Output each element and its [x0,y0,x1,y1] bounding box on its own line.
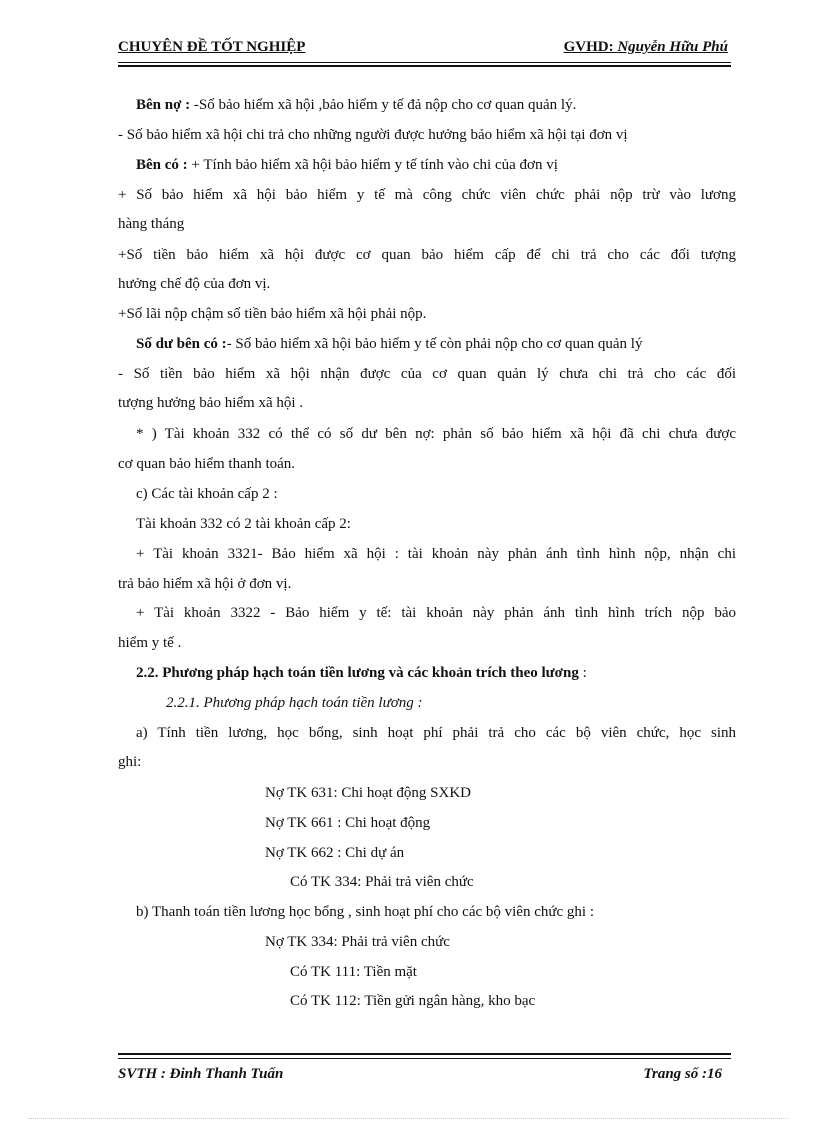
line-17: trả bảo hiểm xã hội ở đơn vị. [118,576,292,592]
footer-rule-bottom [118,1058,731,1059]
entry-debit-334: Nợ TK 334: Phải trả viên chức [265,934,450,950]
entry-debit-661: Nợ TK 661 : Chi hoạt động [265,815,431,831]
line-13: cơ quan bảo hiểm thanh toán. [118,456,296,472]
line-10: - Số tiền bảo hiểm xã hội nhận được của cơ quan quản lý chưa chi trả cho các đối [118,366,736,382]
page-edge-divider [28,1118,788,1119]
entry-credit-112: Có TK 112: Tiền gửi ngân hàng, kho bạc [290,993,536,1009]
line-28: b) Thanh toán tiền lương học bổng , sinh hoạt phí cho các bộ viên chức ghi : [136,904,594,920]
debit-label: Bên nợ : [136,97,191,113]
credit-label: Bên có : [136,157,188,173]
page-footer [118,1066,730,1086]
line-3 [136,155,558,175]
footer-student: SVTH : Đinh Thanh Tuấn [118,1066,284,1082]
section-heading-colon: : [578,665,587,681]
line-16: + Tài khoản 3321- Bảo hiểm xã hội : tài khoản này phản ánh tình hình nộp, nhận chi [136,546,736,562]
line-22: a) Tính tiền lương, học bổng, sinh hoạt phí phải trả cho các bộ viên chức, học sinh [136,725,736,741]
header-advisor-label: GVHD: [563,39,614,55]
entry-debit-631: Nợ TK 631: Chi hoạt động SXKD [265,785,471,801]
line-4: + Số bảo hiểm xã hội bảo hiểm y tế mà công chức viên chức phải nộp trừ vào lương [118,187,736,203]
debit-text: -Số bảo hiểm xã hội ,bảo hiểm y tế đả nộp cho cơ quan quản lý. [190,97,577,113]
footer-page-number: Trang số :16 [643,1066,722,1082]
line-9 [136,334,642,354]
line-15: Tài khoản 332 có 2 tài khoản cấp 2: [136,516,351,532]
header-rule-top [118,62,731,63]
header-advisor-name: Nguyễn Hữu Phú [617,39,728,55]
line-6: +Số tiền bảo hiểm xã hội được cơ quan bảo hiểm cấp để chi trả cho các đối tượng [118,247,736,263]
entry-credit-334: Có TK 334: Phải trả viên chức [290,874,474,890]
entry-credit-111: Có TK 111: Tiền mặt [290,964,417,980]
header-title: CHUYÊN ĐỀ TỐT NGHIỆP [118,39,306,55]
line-2: - Số bảo hiểm xã hội chi trả cho những người được hưởng bảo hiểm xã hội tại đơn vị [118,127,628,143]
subsection-heading-2-2-1: 2.2.1. Phương pháp hạch toán tiền lương : [166,695,423,711]
entry-debit-662: Nợ TK 662 : Chi dự án [265,845,405,861]
line-14: c) Các tài khoản cấp 2 : [136,486,278,502]
balance-label: Số dư bên có : [136,336,227,352]
line-11: tượng hưởng bảo hiểm xã hội . [118,395,304,411]
header-advisor [564,39,728,56]
line-7: hưởng chế độ của đơn vị. [118,276,271,292]
line-1 [136,95,576,115]
line-18: + Tài khoản 3322 - Bảo hiểm y tế: tài khoản này phản ánh tình hình trích nộp bảo [136,605,736,621]
section-heading-2-2 [136,663,587,683]
credit-text: + Tính bảo hiểm xã hội bảo hiểm y tế tính vào chi của đơn vị [187,157,558,173]
header-rule-bottom [118,65,731,67]
page-header [118,39,730,59]
line-8: +Số lãi nộp chậm số tiền bảo hiểm xã hội phải nộp. [118,306,427,322]
section-heading-text: 2.2. Phương pháp hạch toán tiền lương và các khoản trích theo lương [136,665,579,681]
balance-text: - Số bảo hiểm xã hội bảo hiểm y tế còn phải nộp cho cơ quan quản lý [226,336,643,352]
line-23: ghi: [118,754,142,770]
line-12: * ) Tài khoản 332 có thể có số dư bên nợ: phản số bảo hiểm xã hội đã chi chưa được [136,426,736,442]
line-5: hàng tháng [118,216,185,232]
footer-rule-top [118,1053,731,1055]
line-19: hiểm y tế . [118,635,182,651]
